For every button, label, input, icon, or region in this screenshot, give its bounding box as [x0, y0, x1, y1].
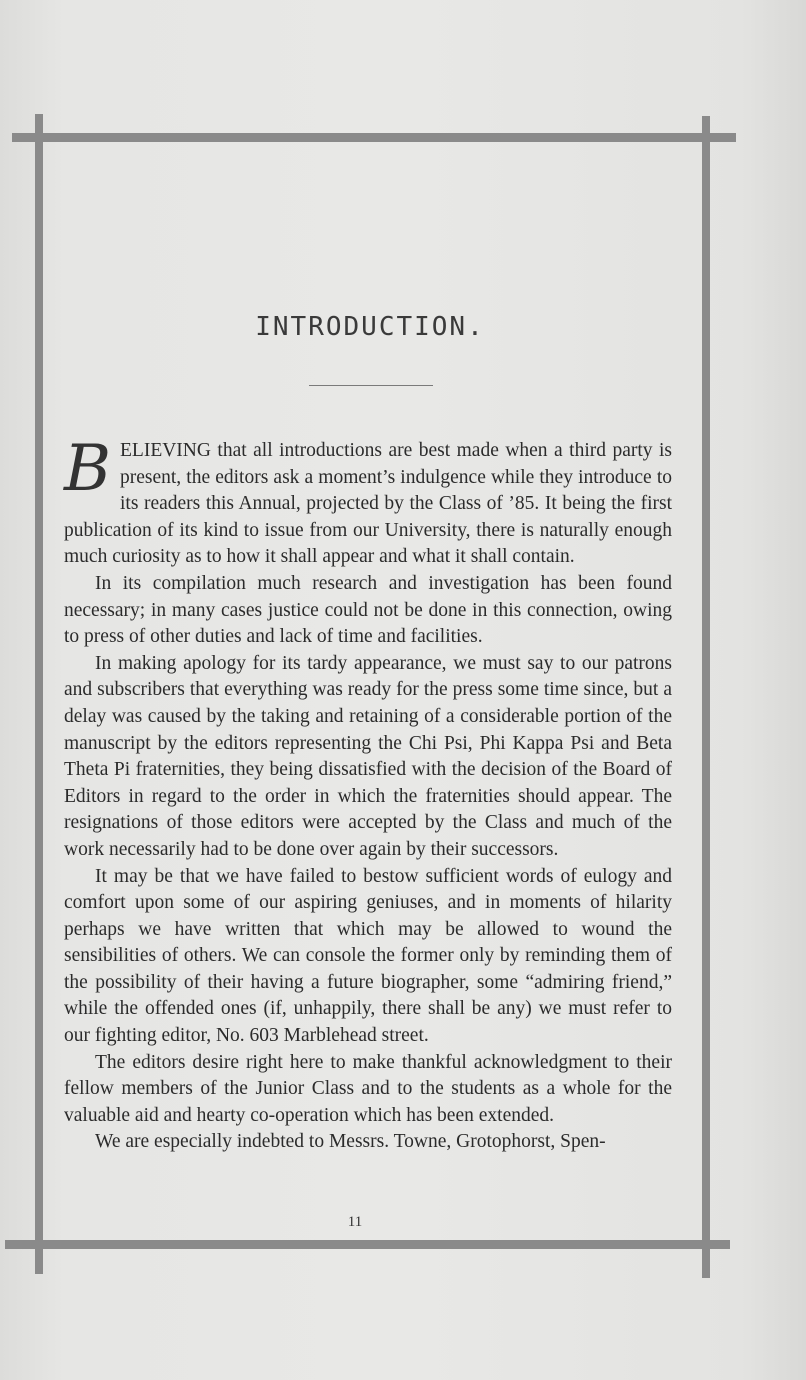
- paragraph-6: We are especially indebted to Messrs. Towne, Grotophorst, Spen-: [95, 1131, 606, 1153]
- paragraph-1-text: that all introductions are best made when a third party is present, the editors ask a moment’s indulgence while they introduce to its readers this Annual, projected by the Class of ’85. It being the first publication of its kind to issue from our University, there is naturally enough much curiosity as to how it shall appear and what it shall contain.: [64, 440, 672, 568]
- body-text: [64, 432, 672, 1156]
- frame-right-rule: [702, 116, 710, 1278]
- page-number: 11: [347, 1214, 363, 1230]
- paragraph-4: It may be that we have failed to bestow sufficient words of eulogy and comfort upon some of our aspiring geniuses, and in moments of hilarity perhaps we have written that which may be allowed to wound the sensibilities of others. We can console the former only by reminding them of the possibility of their having a future biographer, some “admiring friend,” while the offended ones (if, unhappily, there shall be any) we must refer to our fighting editor, No. 603 Marblehead street.: [64, 865, 672, 1047]
- drop-cap: B: [64, 432, 112, 506]
- paragraph-5: The editors desire right here to make thankful acknowledgment to their fellow members of the Junior Class and to the students as a whole for the valuable aid and hearty co-operation which has been extended.: [64, 1051, 672, 1126]
- page-title: INTRODUCTION.: [255, 312, 485, 342]
- frame-left-rule: [35, 114, 43, 1274]
- first-word-smallcaps: ELIEVING: [120, 440, 211, 461]
- frame-bottom-rule: [5, 1240, 730, 1249]
- paragraph-2: In its compilation much research and investigation has been found necessary; in many cases justice could not be done in this connection, owing to press of other duties and lack of time and facilities.: [64, 572, 672, 648]
- title-underline: [309, 385, 433, 386]
- paragraph-1: [64, 432, 672, 571]
- frame-top-rule: [12, 133, 736, 142]
- paragraph-3: In making apology for its tardy appearance, we must say to our patrons and subscribers that everything was ready for the press some time since, but a delay was caused by the taking and retaining of a considerable portion of the manuscript by the editors representing the Chi Psi, Phi Kappa Psi and Beta Theta Pi fraternities, they being dissatisfied with the decision of the Board of Editors in regard to the order in which the fraternities should appear. The resignations of those editors were accepted by the Class and much of the work necessarily had to be done over again by their successors.: [64, 652, 672, 860]
